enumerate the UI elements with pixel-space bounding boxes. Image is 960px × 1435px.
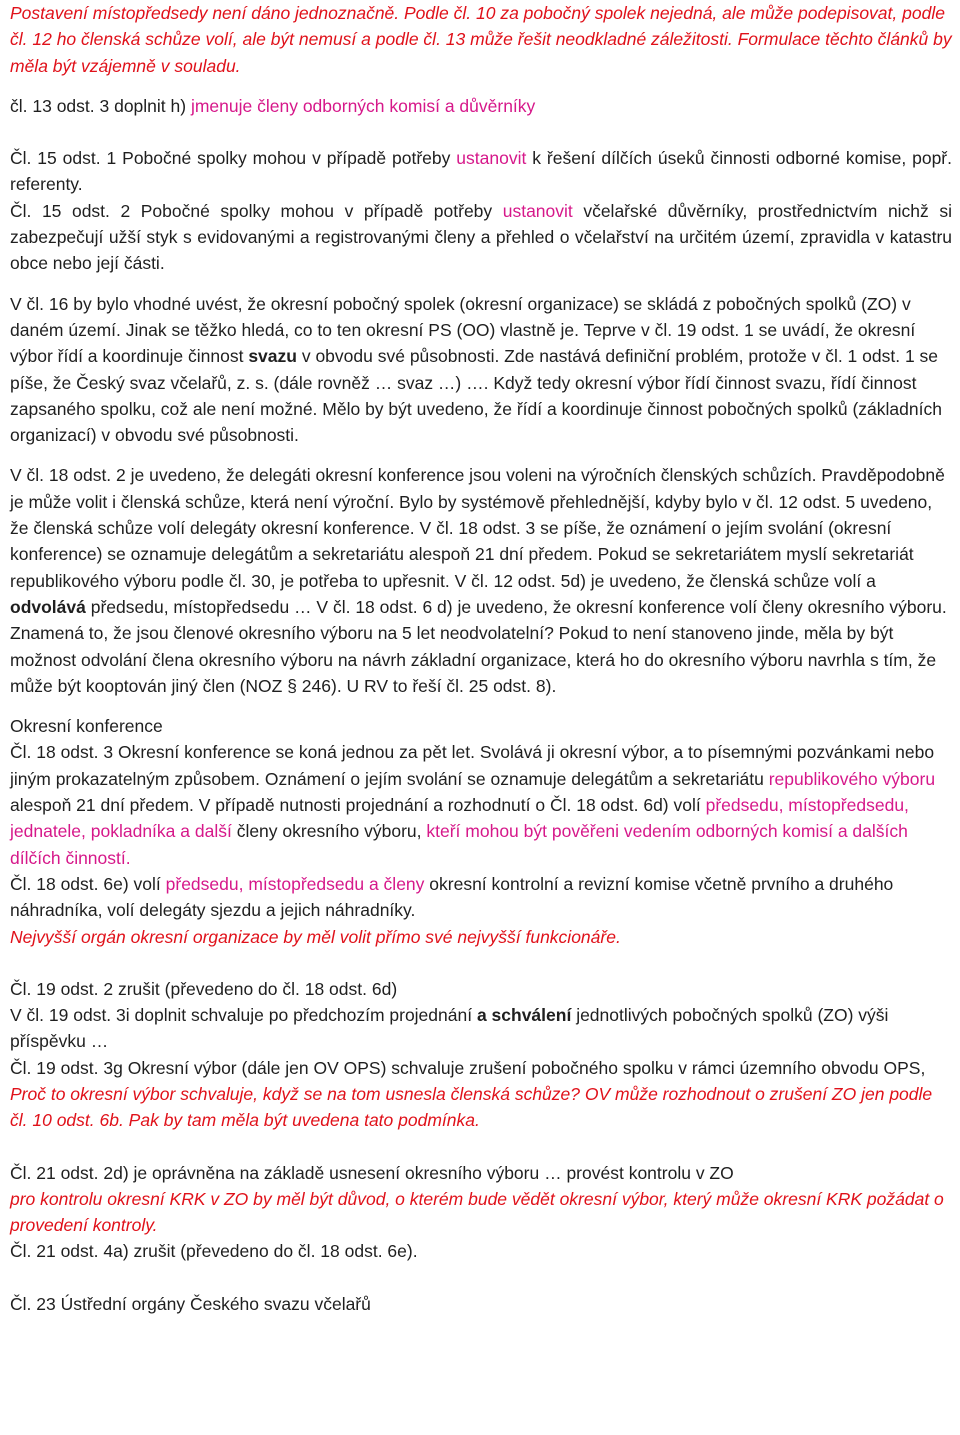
intro-note: Postavení místopředsedy není dáno jednoznačně. Podle čl. 10 za pobočný spolek nejedná, ale může podepisovat, podle čl. 12 ho členská schůze volí, ale být nemusí a podle čl. 13 může řešit neodkladné záležitosti. Formulace těchto článků by měla být vzájemně v souladu.	[10, 3, 952, 76]
cl18-paragraph	[10, 462, 952, 699]
cl19-3i-text-a: V čl. 19 odst. 3i doplnit schvaluje po předchozím projednání	[10, 1005, 477, 1026]
cl15-2-text-c: včelařské důvěrníky, prostřednictvím nichž si zabezpečují užší styk s evidovanými a registrovanými členy a přehled o včelařství na určitém území, zpravidla v katastru obce nebo její části.	[10, 200, 952, 274]
ok6e-highlight: předsedu, místopředsedu a členy	[165, 873, 425, 894]
ok6e-paragraph	[10, 871, 952, 924]
cl13-text: čl. 13 odst. 3 doplnit h)	[10, 95, 191, 116]
cl19-3i-text-c: jednotlivých pobočných spolků (ZO) výši příspěvku …	[10, 1005, 889, 1052]
cl16-bold: svazu	[248, 346, 297, 367]
ok-text-a: Čl. 18 odst. 3 Okresní konference se koná jednou za pět let. Svolává ji okresní výbor, a to písemnými pozvánkami nebo jiným prokazatelným způsobem. Oznámení o jejím svolání se oznamuje delegátům a sekretariátu	[10, 742, 935, 789]
cl13-paragraph	[10, 93, 952, 119]
cl15-2-paragraph	[10, 198, 952, 277]
cl16-text-a: V čl. 16 by bylo vhodné uvést, že okresní pobočný spolek (okresní organizace) se skládá z pobočných spolků (ZO) v daném území. Jinak se těžko hledá, co to ten okresní PS (OO) vlastně je. Teprve v čl. 19 odst. 1 se uvádí, že okresní výbor řídí a koordinuje činnost	[10, 293, 916, 367]
cl19-2-line: Čl. 19 odst. 2 zrušit (převedeno do čl. 18 odst. 6d)	[10, 978, 398, 999]
cl19-3g-paragraph: Čl. 19 odst. 3g Okresní výbor (dále jen OV OPS) schvaluje zrušení pobočného spolku v rámci územního obvodu OPS,	[10, 1057, 926, 1078]
ok-text-e: členy okresního výboru,	[231, 821, 427, 842]
cl15-1-text-c: k řešení dílčích úseků činnosti odborné komise, popř. referenty.	[10, 148, 952, 195]
cl18-text-c: předsedu, místopředsedu … V čl. 18 odst. 6 d) je uvedeno, že okresní konference volí členy okresního výboru. Znamená to, že jsou členové okresního výboru na 5 let neodvolatelní? Pokud to není stanoveno jinde, měla by být možnost odvolání člena okresního výboru na návrh základní organizace, která ho do okresního výboru navrhla s tím, že může být kooptován jiný člen (NOZ § 246). U RV to řeší čl. 25 odst. 8).	[10, 596, 947, 696]
ok-paragraph	[10, 739, 952, 870]
section-heading-okresni-konference: Okresní konference	[10, 716, 163, 737]
cl13-highlight: jmenuje členy odborných komisí a důvěrníky	[190, 95, 536, 116]
ok6e-text-a: Čl. 18 odst. 6e) volí	[10, 873, 166, 894]
ok-text-c: alespoň 21 dní předem. V případě nutnosti projednání a rozhodnutí o Čl. 18 odst. 6d) volí	[10, 795, 706, 816]
cl15-2-text-a: Čl. 15 odst. 2 Pobočné spolky mohou v případě potřeby	[10, 200, 503, 221]
cl19-note: Proč to okresní výbor schvaluje, když se na tom usnesla členská schůze? OV může rozhodnout o zrušení ZO jen podle čl. 10 odst. 6b. Pak by tam měla být uvedena tato podmínka.	[10, 1083, 933, 1131]
cl15-1-text-a: Čl. 15 odst. 1 Pobočné spolky mohou v případě potřeby	[10, 148, 457, 169]
cl21-4a-line: Čl. 21 odst. 4a) zrušit (převedeno do čl. 18 odst. 6e).	[10, 1241, 418, 1262]
cl16-paragraph	[10, 291, 952, 449]
cl19-3i-paragraph	[10, 1002, 952, 1055]
cl15-1-paragraph	[10, 145, 952, 198]
cl18-text-a: V čl. 18 odst. 2 je uvedeno, že delegáti okresní konference jsou voleni na výročních členských schůzích. Pravděpodobně je může volit i členská schůze, která není výroční. Bylo by systémově přehlednější, kdyby bylo v čl. 12 odst. 5 uvedeno, že členská schůze volí delegáty okresní konference. V čl. 18 odst. 3 se píše, že oznámení o jejím svolání (okresní konference) se oznamuje delegátům a sekretariátu alespoň 21 dní předem. Pokud se sekretariátem myslí sekretariát republikového výboru podle čl. 30, je potřeba to upřesnit. V čl. 12 odst. 5d) je uvedeno, že členská schůze volí a	[10, 465, 945, 591]
ok-highlight-d: předsedu, místopředsedu, jednatele, pokladníka a další	[10, 795, 909, 842]
cl19-3i-bold: a schválení	[476, 1005, 572, 1026]
ok6e-text-c: okresní kontrolní a revizní komise včetně prvního a druhého náhradníka, volí delegáty sjezdu a jejich náhradníky.	[10, 873, 894, 921]
cl21-2d-line: Čl. 21 odst. 2d) je oprávněna na základě usnesení okresního výboru … provést kontrolu v ZO	[10, 1162, 734, 1183]
cl15-2-highlight: ustanovit	[502, 200, 573, 221]
cl16-text-c: v obvodu své působnosti. Zde nastává definiční problém, protože v čl. 1 odst. 1 se píše, že Český svaz včelařů, z. s. (dále rovněž … svaz …) …. Když tedy okresní výbor řídí činnost svazu, řídí činnost zapsaného spolku, což ale není možné. Mělo by být uvedeno, že řídí a koordinuje činnost pobočných spolků (základních organizací) v obvodu své působnosti.	[10, 346, 942, 446]
ok-highlight-b: republikového výboru	[768, 768, 936, 789]
cl15-1-highlight: ustanovit	[456, 148, 527, 169]
cl18-bold: odvolává	[10, 596, 86, 617]
cl21-note: pro kontrolu okresní KRK v ZO by měl být důvod, o kterém bude vědět okresní výbor, který může okresní KRK požádat o provedení kontroly.	[10, 1188, 944, 1236]
cl23-heading: Čl. 23 Ústřední orgány Českého svazu včelařů	[10, 1293, 371, 1314]
ok-note: Nejvyšší orgán okresní organizace by měl volit přímo své nejvyšší funkcionáře.	[10, 926, 621, 947]
ok-highlight-f: kteří mohou být pověřeni vedením odborných komisí a dalších dílčích činností.	[10, 821, 908, 868]
